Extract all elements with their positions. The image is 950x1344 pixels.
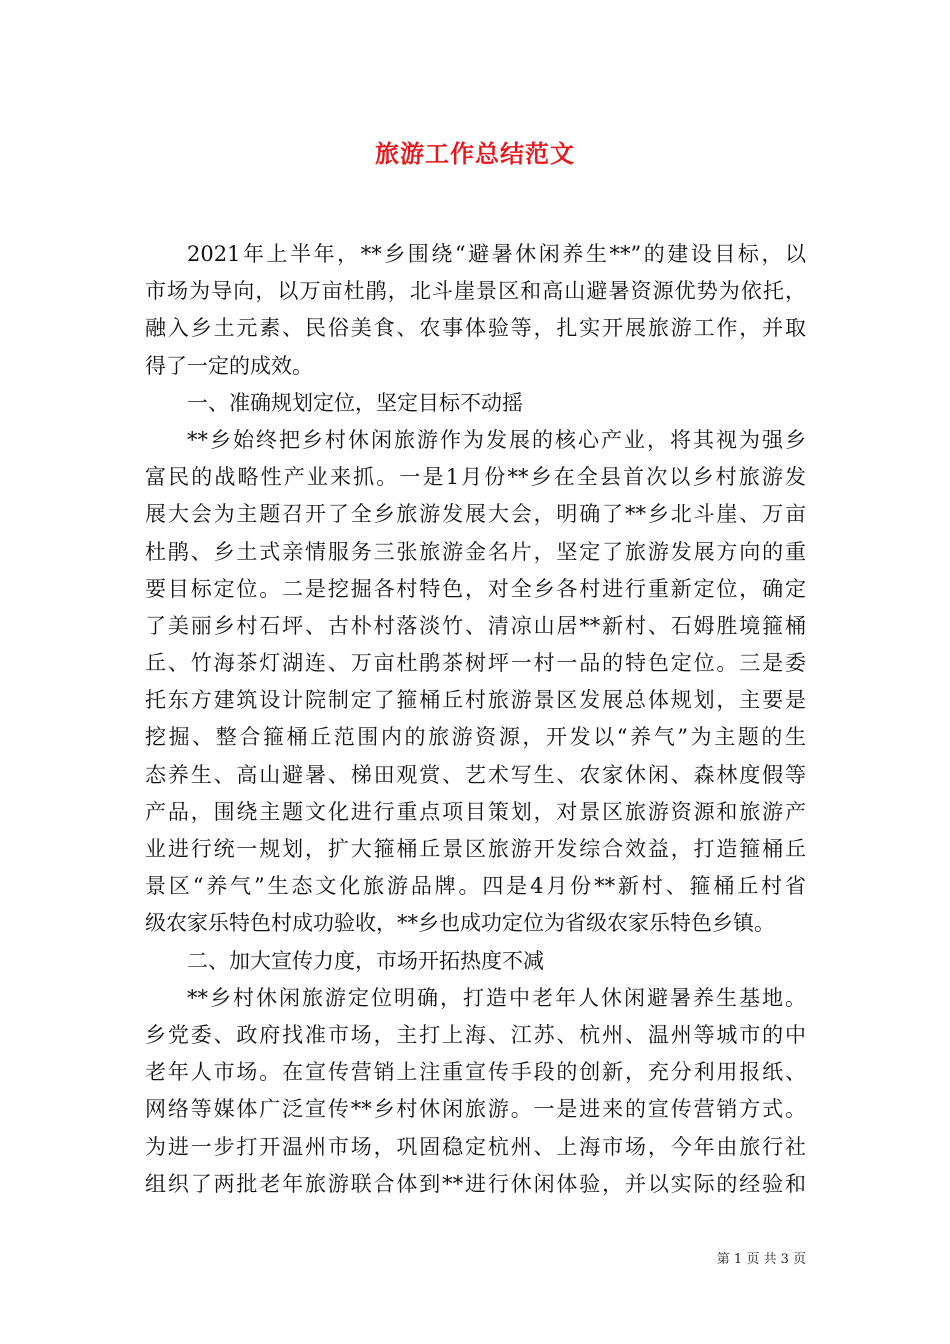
- paragraph: [145, 980, 806, 1203]
- text-line: **乡村休闲旅游定位明确，打造中老年人休闲避暑养生基地。: [187, 985, 806, 1010]
- section-heading: [145, 385, 806, 422]
- text-line: 托东方建筑设计院制定了箍桶丘村旅游景区发展总体规划，主要是: [145, 688, 806, 713]
- text-line: 一、准确规划定位，坚定目标不动摇: [187, 390, 523, 415]
- text-line: 景区“养气”生态文化旅游品牌。四是4月份**新村、箍桶丘村省: [145, 874, 806, 899]
- text-line: 乡党委、政府找准市场，主打上海、江苏、杭州、温州等城市的中: [145, 1022, 806, 1047]
- text-line: 富民的战略性产业来抓。一是1月份**乡在全县首次以乡村旅游发: [145, 465, 806, 490]
- text-line: 展大会为主题召开了全乡旅游发展大会，明确了**乡北斗崖、万亩: [145, 502, 806, 527]
- text-line: 二、加大宣传力度，市场开拓热度不减: [187, 948, 544, 973]
- text-line: 级农家乐特色村成功验收，**乡也成功定位为省级农家乐特色乡镇。: [145, 911, 775, 936]
- text-line: 杜鹃、乡土式亲情服务三张旅游金名片，坚定了旅游发展方向的重: [145, 539, 806, 564]
- text-line: 2021年上半年，**乡围绕“避暑休闲养生**”的建设目标，以: [187, 242, 806, 266]
- text-line: 了美丽乡村石坪、古朴村落淡竹、清凉山居**新村、石姆胜境箍桶: [145, 613, 806, 638]
- text-line: 老年人市场。在宣传营销上注重宣传手段的创新，充分利用报纸、: [145, 1060, 806, 1085]
- text-line: 业进行统一规划，扩大箍桶丘景区旅游开发综合效益，打造箍桶丘: [145, 837, 806, 861]
- text-line: **乡始终把乡村休闲旅游作为发展的核心产业，将其视为强乡: [187, 427, 806, 452]
- text-line: 得了一定的成效。: [145, 353, 313, 378]
- text-line: 市场为导向，以万亩杜鹃，北斗崖景区和高山避暑资源优势为依托，: [145, 279, 806, 304]
- text-line: 丘、竹海茶灯湖连、万亩杜鹃茶树坪一村一品的特色定位。三是委: [145, 651, 806, 676]
- document-body: [145, 236, 806, 1203]
- text-line: 组织了两批老年旅游联合体到**进行休闲体验，并以实际的经验和: [145, 1171, 806, 1196]
- text-line: 挖掘、整合箍桶丘范围内的旅游资源，开发以“养气”为主题的生: [145, 725, 806, 750]
- text-line: 要目标定位。二是挖掘各村特色，对全乡各村进行重新定位，确定: [145, 576, 806, 601]
- text-line: 为进一步打开温州市场，巩固稳定杭州、上海市场，今年由旅行社: [145, 1134, 806, 1159]
- text-line: 态养生、高山避暑、梯田观赏、艺术写生、农家休闲、森林度假等: [145, 762, 806, 787]
- text-line: 产品，围绕主题文化进行重点项目策划，对景区旅游资源和旅游产: [145, 799, 806, 824]
- document-title: 旅游工作总结范文: [375, 139, 575, 168]
- paragraph: [145, 422, 806, 943]
- text-line: 网络等媒体广泛宣传**乡村休闲旅游。一是进来的宣传营销方式。: [145, 1097, 806, 1122]
- page-number: 第 1 页 共 3 页: [716, 1252, 806, 1267]
- paragraph: [145, 236, 806, 385]
- section-heading: [145, 943, 806, 980]
- text-line: 融入乡土元素、民俗美食、农事体验等，扎实开展旅游工作，并取: [145, 316, 806, 341]
